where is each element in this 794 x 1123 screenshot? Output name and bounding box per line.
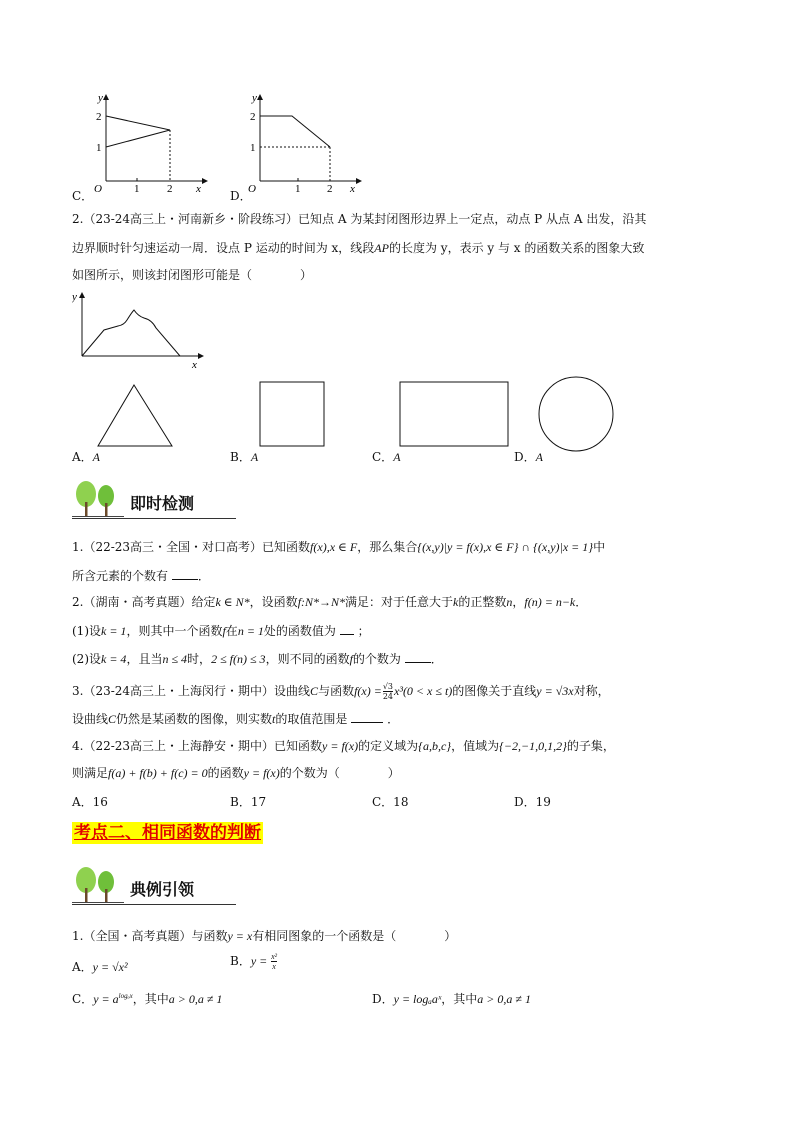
graph-c-label: C． xyxy=(72,189,94,203)
graph-c-xtick-1: 1 xyxy=(134,183,140,195)
graph-d-ytick-1: 1 xyxy=(250,142,256,154)
q2-option-c-rectangle xyxy=(398,380,510,448)
p4-option-b[interactable]: B．17 xyxy=(230,795,267,809)
q2-graph-x-label: x xyxy=(192,359,197,370)
graph-d-x-label: x xyxy=(350,183,355,195)
graph-d-ytick-2: 2 xyxy=(250,111,256,123)
graph-c-ytick-1: 1 xyxy=(96,142,102,154)
graph-option-d xyxy=(232,92,362,200)
section-title-example: 典例引领 xyxy=(130,880,195,899)
q5-option-b[interactable]: B．y = $\frac{\text{x²}}{x}$ xyxy=(230,952,278,971)
q5-option-c[interactable]: C．$y = a^{log_ax}$，其中a > 0,a ≠ 1 xyxy=(72,992,223,1006)
section-header-check xyxy=(72,480,194,518)
graph-d-y-label: y xyxy=(252,92,257,104)
q2-line-3: 如图所示，则该封闭图形可能是（ ） xyxy=(72,268,313,282)
q2-option-c[interactable]: C．A xyxy=(372,450,401,464)
p2-answer-blank-2[interactable] xyxy=(405,650,431,663)
graph-option-c xyxy=(78,92,208,200)
q2-option-b[interactable]: B．A xyxy=(230,450,259,464)
section-header-example xyxy=(72,866,194,904)
q2-option-a-triangle xyxy=(96,380,176,448)
q2-option-b-square xyxy=(258,380,328,448)
q2-option-d[interactable]: D．A xyxy=(514,450,543,464)
q2-option-a[interactable]: A．A xyxy=(72,450,101,464)
p2-line-2: (1)设k = 1，则其中一个函数f在n = 1处的函数值为 ； xyxy=(72,624,370,638)
q2-graph-y-label: y xyxy=(72,291,77,303)
q2-function-graph xyxy=(72,290,207,370)
p1-line-2: 所含元素的个数有 ． xyxy=(72,569,210,583)
graph-d-xtick-2: 2 xyxy=(327,183,333,195)
section-underline xyxy=(72,904,236,905)
p4-line-2: 则满足f(a) + f(b) + f(c) = 0的函数y = f(x)的个数为（ ） xyxy=(72,766,400,780)
q2-line-1: 2.（23-24高三上・河南新乡・阶段练习）已知点 A 为某封闭图形边界上一定点，动点 P 从点 A 出发，沿其 xyxy=(72,212,647,226)
q2-option-d-circle xyxy=(536,376,616,452)
p2-answer-blank-1[interactable] xyxy=(340,622,354,635)
q5-line-1: 1.（全国・高考真题）与函数y = x有相同图象的一个函数是（ ） xyxy=(72,929,457,943)
q2-line-2: 边界顺时针匀速运动一周．设点 P 运动的时间为 x，线段AP的长度为 y，表示 y 与 x 的函数关系的图象大致 xyxy=(72,241,645,255)
graph-c-y-label: y xyxy=(98,92,103,104)
p3-line-1: 3.（23-24高三上・上海闵行・期中）设曲线C与函数f(x) = $\frac{√3}{24}$ x³(0 < x ≤ t)的图像关于直线y = √3x对称， xyxy=(72,682,610,701)
trees-icon xyxy=(72,866,124,904)
graph-d-xtick-1: 1 xyxy=(295,183,301,195)
graph-d-label: D． xyxy=(230,189,252,203)
p2-line-3: (2)设k = 4，且当n ≤ 4时，2 ≤ f(n) ≤ 3，则不同的函数f的个数为 ． xyxy=(72,652,443,666)
p4-option-d[interactable]: D．19 xyxy=(514,795,551,809)
graph-c-origin: O xyxy=(94,183,102,195)
q5-option-b-fraction: $\frac{\text{x²}}{x}$ xyxy=(271,952,278,971)
p3-line-2: 设曲线C仍然是某函数的图像，则实数t的取值范围是 ． xyxy=(72,712,400,726)
kaodian-heading: 考点二、相同函数的判断 xyxy=(74,823,261,843)
p4-option-c[interactable]: C．18 xyxy=(372,795,409,809)
q5-option-a[interactable]: A．y = √x² xyxy=(72,960,128,974)
p3-answer-blank[interactable] xyxy=(351,710,383,723)
p2-line-1: 2.（湖南・高考真题）给定k ∈ N*，设函数f:N*→N*满足：对于任意大于k的正整数n，f(n) = n−k． xyxy=(72,595,588,609)
q5-option-d[interactable]: D．y = logₐaˣ，其中a > 0,a ≠ 1 xyxy=(372,992,531,1006)
p1-answer-blank[interactable] xyxy=(172,567,198,580)
trees-icon xyxy=(72,480,124,518)
graph-c-x-label: x xyxy=(196,183,201,195)
section-title-check: 即时检测 xyxy=(130,494,195,513)
p4-option-a[interactable]: A．16 xyxy=(72,795,108,809)
p4-line-1: 4.（22-23高三上・上海静安・期中）已知函数y = f(x)的定义域为{a,b,c}，值域为{−2,−1,0,1,2}的子集， xyxy=(72,739,615,753)
section-underline xyxy=(72,518,236,519)
p1-line-1: 1.（22-23高三・全国・对口高考）已知函数f(x),x ∈ F，那么集合{(x,y)|y = f(x),x ∈ F} ∩ {(x,y)|x = 1}中 xyxy=(72,540,606,554)
graph-d-origin: O xyxy=(248,183,256,195)
graph-c-ytick-2: 2 xyxy=(96,111,102,123)
graph-c-xtick-2: 2 xyxy=(167,183,173,195)
p3-fraction: $\frac{√3}{24}$ xyxy=(382,682,394,701)
